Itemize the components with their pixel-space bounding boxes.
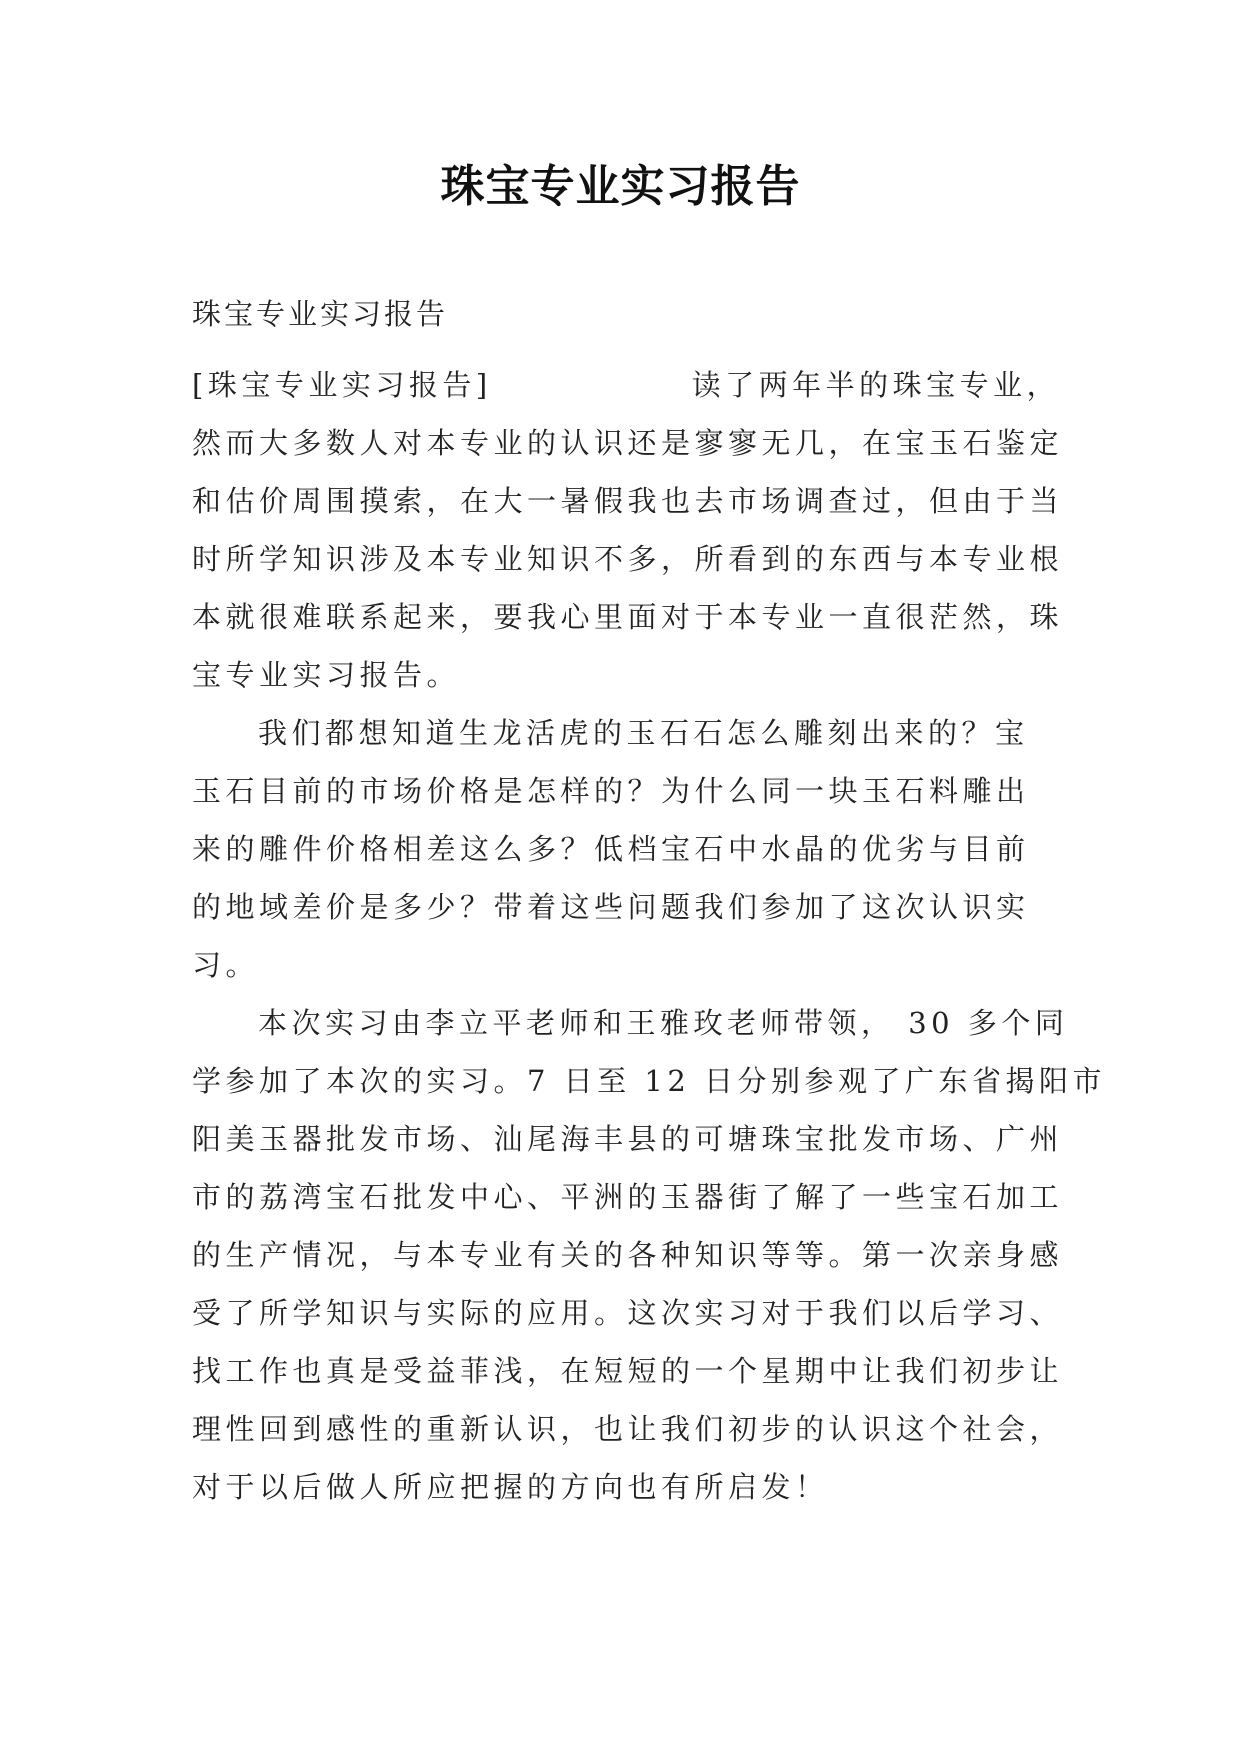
paragraph-1 <box>192 356 1064 704</box>
document-title: 珠宝专业实习报告 <box>440 161 801 212</box>
paragraph-line: 本就很难联系起来，要我心里面对于本专业一直很茫然，珠 <box>192 600 1064 634</box>
lead-text: 读了两年半的珠宝专业， <box>691 368 1061 402</box>
document-subtitle: 珠宝专业实习报告 <box>192 297 449 331</box>
paragraph-line: 对于以后做人所应把握的方向也有所启发！ <box>192 1470 829 1504</box>
paragraph-line: 的生产情况，与本专业有关的各种知识等等。第一次亲身感 <box>192 1238 1064 1272</box>
paragraph-2 <box>192 704 1052 994</box>
paragraph-line: 玉石目前的市场价格是怎样的？为什么同一块玉石料雕出 <box>192 774 1030 808</box>
paragraph-line: 市的荔湾宝石批发中心、平洲的玉器街了解了一些宝石加工 <box>192 1180 1064 1214</box>
paragraph-line <box>192 356 1061 414</box>
paragraph-line: 学参加了本次的实习。7 日至 12 日分别参观了广东省揭阳市 <box>192 1064 1107 1098</box>
report-label: [珠宝专业实习报告] <box>192 368 492 402</box>
paragraph-3 <box>192 994 1107 1516</box>
paragraph-line: 阳美玉器批发市场、汕尾海丰县的可塘珠宝批发市场、广州 <box>192 1122 1064 1156</box>
paragraph-line: 找工作也真是受益菲浅，在短短的一个星期中让我们初步让 <box>192 1354 1064 1388</box>
paragraph-line: 时所学知识涉及本专业知识不多，所看到的东西与本专业根 <box>192 542 1064 576</box>
paragraph-line: 来的雕件价格相差这么多？低档宝石中水晶的优劣与目前 <box>192 832 1030 866</box>
paragraph-line: 受了所学知识与实际的应用。这次实习对于我们以后学习、 <box>192 1296 1064 1330</box>
paragraph-line: 宝专业实习报告。 <box>192 658 461 692</box>
paragraph-line: 的地域差价是多少？带着这些问题我们参加了这次认识实 <box>192 890 1030 924</box>
paragraph-line: 我们都想知道生龙活虎的玉石石怎么雕刻出来的？宝 <box>258 716 1029 750</box>
paragraph-line: 本次实习由李立平老师和王雅玫老师带领， 30 多个同 <box>258 1006 1069 1040</box>
paragraph-line: 理性回到感性的重新认识，也让我们初步的认识这个社会， <box>192 1412 1064 1446</box>
paragraph-line: 习。 <box>192 948 260 982</box>
paragraph-line: 和估价周围摸索，在大一暑假我也去市场调查过，但由于当 <box>192 484 1064 518</box>
paragraph-line: 然而大多数人对本专业的认识还是寥寥无几，在宝玉石鉴定 <box>192 426 1064 460</box>
